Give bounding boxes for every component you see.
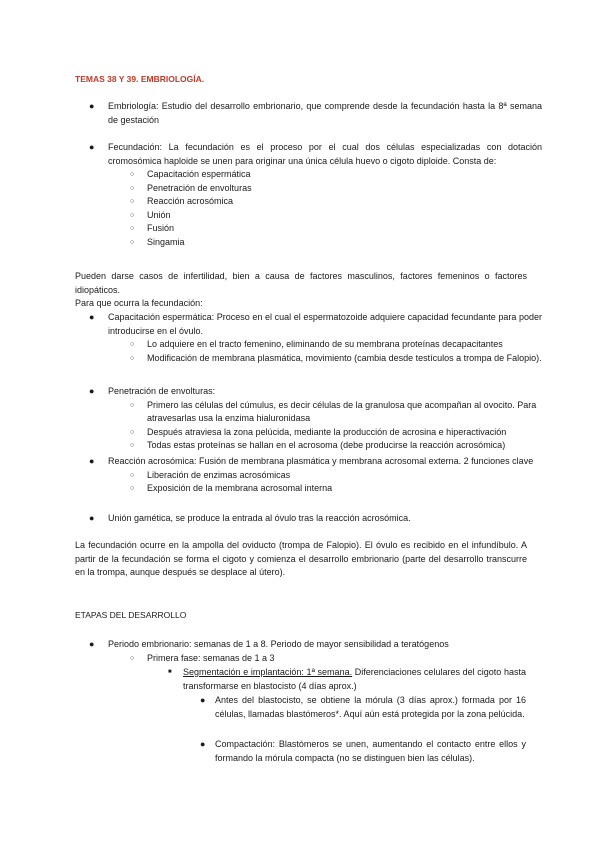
list-item-text: Compactación: Blastómeros se unen, aumentando el contacto entre ellos y formando la mórula compacta (no se distinguen bien las células). — [215, 739, 526, 763]
list-item-reaccion — [89, 455, 542, 496]
page-title: TEMAS 38 Y 39. EMBRIOLOGÍA. — [75, 74, 205, 84]
sublist-item: ○ Singamia — [130, 236, 542, 250]
bullet-icon: ● — [200, 739, 206, 749]
sublist-item: ○ Reacción acrosómica — [130, 195, 542, 209]
bullet-icon: ● — [89, 386, 95, 396]
sublist-item-primera-fase: ○ Primera fase: semanas de 1 a 3 — [130, 652, 520, 666]
list-item-text: Fecundación: La fecundación es el proceso por el cual dos células especializadas con dotación cromosómica haploide se unen para originar una única célula huevo o cigoto diploide. Consta de: — [108, 142, 542, 166]
sublist-item: ○ Modificación de membrana plasmática, movimiento (cambia desde testículos a trompa de Falopio). — [130, 352, 542, 366]
bullet-icon: ● — [89, 312, 95, 322]
list-item-text: Unión gamética, se produce la entrada al óvulo tras la reacción acrosómica. — [108, 513, 411, 523]
sublist — [130, 399, 542, 453]
bullet-icon: ● — [89, 513, 95, 523]
sublist-item: ○ Primero las células del cúmulus, es decir células de la granulosa que acompañan al ovocito. Para atravesarlas usa la enzima hialuronidasa — [130, 399, 542, 426]
bullet-icon: ● — [89, 639, 95, 649]
square-bullet-icon: ■ — [168, 669, 172, 675]
sublist-item: ○ Exposición de la membrana acrosomal interna — [130, 482, 542, 496]
list-item-text: Capacitación espermática: Proceso en el cual el espermatozoide adquiere capacidad fecundante para poder introducirse en el óvulo. — [108, 312, 542, 336]
paragraph-infertility: Pueden darse casos de infertilidad, bien a causa de factores masculinos, factores femeninos o factores idiopáticos. — [75, 271, 527, 295]
sublist-item: ○ Todas estas proteínas se hallan en el acrosoma (debe producirse la reacción acrosómica) — [130, 439, 542, 453]
paragraph-fertilization: La fecundación ocurre en la ampolla del oviducto (trompa de Falopio). El óvulo es recibido en el infundíbulo. A partir de la fecundación se forma el cigoto y comienza el desarrollo embrionario (parte del desarrollo transcurre en la trompa, aunque después se desplace al útero). — [75, 540, 527, 577]
list-item-fecundacion — [89, 141, 542, 249]
bullet-icon: ● — [89, 142, 95, 152]
sublist-item: ○ Capacitación espermática — [130, 168, 542, 182]
sublist-item: ○ Unión — [130, 209, 542, 223]
list-item-text: Antes del blastocisto, se obtiene la mórula (3 días aprox.) formada por 16 células, llamadas blastómeros*. Aquí aún está protegida por la zona pelúcida. — [215, 695, 526, 719]
section-heading: ETAPAS DEL DESARROLLO — [75, 610, 187, 620]
list-item-text — [183, 666, 526, 693]
list-item-union — [89, 512, 542, 526]
sublist-item: ○ Después atraviesa la zona pelúcida, mediante la producción de acrosina e hiperactivación — [130, 426, 542, 440]
sublist — [130, 469, 542, 496]
list-item-text: Periodo embrionario: semanas de 1 a 8. Periodo de mayor sensibilidad a teratógenos — [108, 639, 449, 649]
bullet-icon: ● — [200, 695, 206, 705]
sublist — [130, 338, 542, 365]
list-item-periodo — [89, 638, 542, 652]
bullet-icon: ● — [89, 101, 95, 111]
sublist — [130, 652, 520, 666]
segmentation-text: Diferenciaciones celulares del cigoto hasta transformarse en blastocisto (4 días aprox.) — [183, 667, 526, 691]
list-item-embriologia — [89, 100, 542, 127]
sublist — [130, 168, 542, 249]
sublist-item: ○ Penetración de envolturas — [130, 182, 542, 196]
sublist-item: ○ Lo adquiere en el tracto femenino, eliminando de su membrana proteínas decapacitantes — [130, 338, 542, 352]
list-item-penetracion — [89, 385, 542, 453]
list-item-text: Embriología: Estudio del desarrollo embrionario, que comprende desde la fecundación hasta la 8ª semana de gestación — [108, 101, 542, 125]
bullet-icon: ● — [89, 456, 95, 466]
list-item-segmentacion — [168, 666, 526, 693]
list-item-text: Reacción acrosómica: Fusión de membrana plasmática y membrana acrosomal externa. 2 funciones clave — [108, 456, 534, 466]
segmentation-title: Segmentación e implantación: 1ª semana. — [183, 667, 353, 677]
paragraph-para-que: Para que ocurra la fecundación: — [75, 298, 203, 308]
sublist-item: ○ Liberación de enzimas acrosómicas — [130, 469, 542, 483]
sublist-item: ○ Fusión — [130, 222, 542, 236]
list-item-text: Penetración de envolturas: — [108, 386, 216, 396]
list-item-compactacion — [200, 738, 526, 765]
list-item-morula — [200, 694, 526, 721]
list-item-capacitacion — [89, 311, 542, 365]
